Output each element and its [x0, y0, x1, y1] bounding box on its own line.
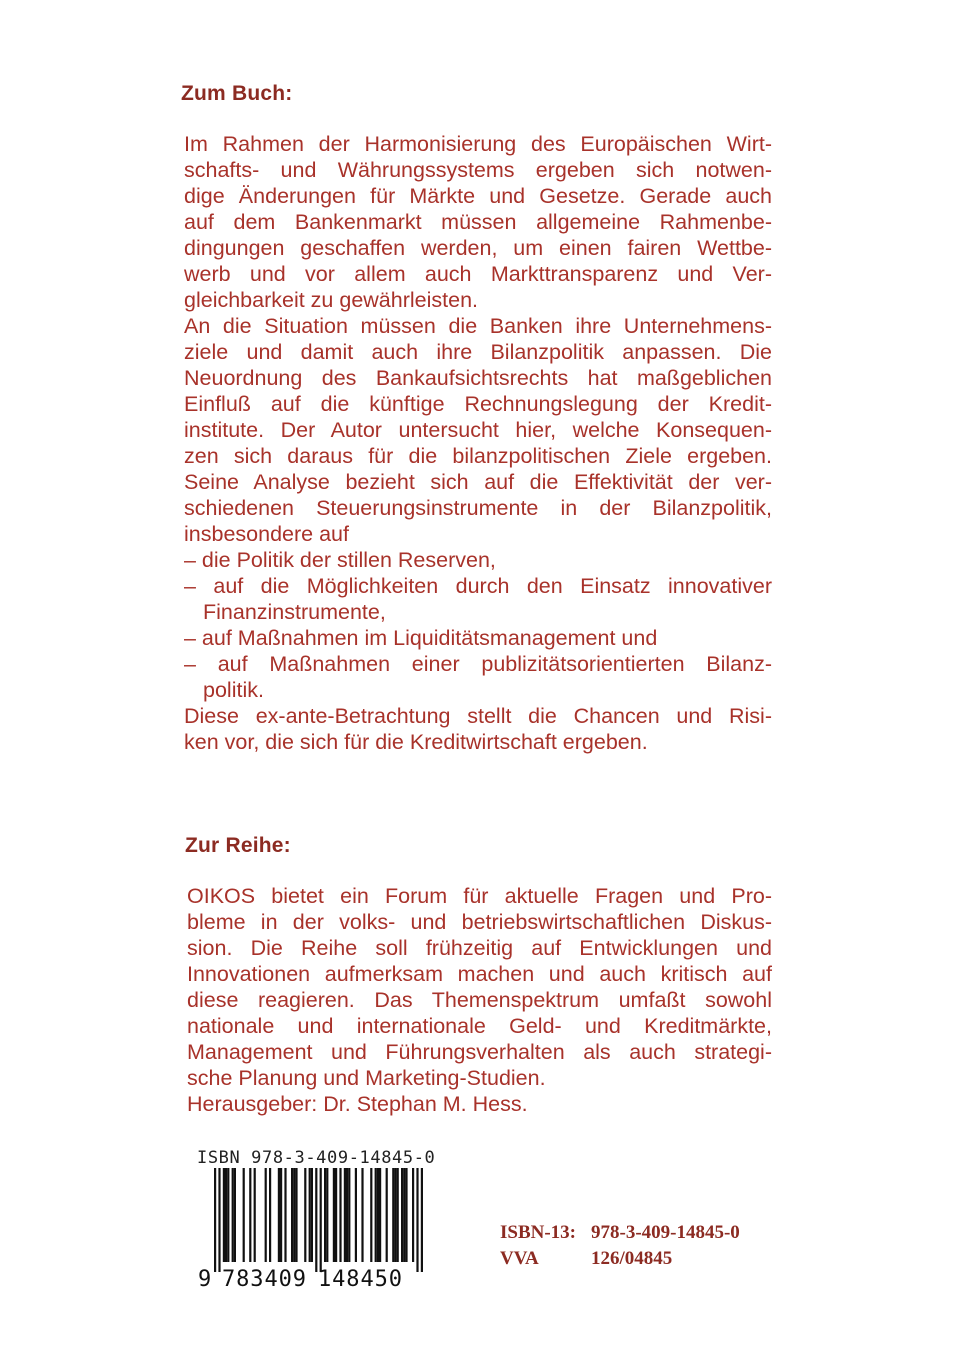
zum-buch-text — [184, 131, 772, 755]
text-line: Einfluß auf die künftige Rechnungslegung der Kredit- — [184, 392, 772, 416]
barcode-bar — [339, 1168, 341, 1262]
barcode-bar — [315, 1168, 317, 1272]
barcode-digits-right: 148450 — [318, 1267, 402, 1292]
list-item: – auf Maßnahmen einer publizitätsorientierten Bilanz- — [184, 652, 772, 676]
barcode-bar — [214, 1168, 216, 1272]
barcode-bar — [397, 1168, 399, 1262]
text-line: werb und vor allem auch Markttransparenz und Ver- — [184, 262, 772, 286]
barcode-bar — [361, 1168, 363, 1262]
text-line: auf dem Bankenmarkt müssen allgemeine Rahmenbe- — [184, 210, 772, 234]
text-line: bleme in der volks- und betriebswirtschaftlichen Diskus- — [187, 910, 772, 934]
barcode-bar — [249, 1168, 251, 1262]
isbn13-row — [500, 1220, 740, 1246]
barcode-bar — [225, 1168, 227, 1262]
text-line: sion. Die Reihe soll frühzeitig auf Entwicklungen und — [187, 936, 772, 960]
barcode-bar — [324, 1168, 326, 1262]
barcode-bar — [403, 1168, 405, 1262]
list-item-continuation: politik. — [203, 678, 264, 702]
text-line: zen sich daraus für die bilanzpolitischen Ziele ergeben. — [184, 444, 772, 468]
barcode-bar — [375, 1168, 377, 1262]
barcode-bar — [234, 1168, 236, 1262]
text-line: Management und Führungsverhalten als auch strategi- — [187, 1040, 772, 1064]
text-line: schafts- und Währungssystems ergeben sich notwen- — [184, 158, 772, 182]
barcode-bar — [227, 1168, 229, 1262]
text-line: Innovationen aufmerksam machen und auch kritisch auf — [187, 962, 772, 986]
barcode-bar — [254, 1168, 256, 1262]
text-line: Herausgeber: Dr. Stephan M. Hess. — [187, 1092, 528, 1116]
publisher-label: VVA — [500, 1248, 539, 1269]
barcode-bar — [335, 1168, 337, 1262]
barcode-bar — [392, 1168, 394, 1262]
barcode-bar — [278, 1168, 280, 1262]
text-line: Seine Analyse bezieht sich auf die Effektivität der ver- — [184, 470, 772, 494]
barcode-bar — [333, 1168, 335, 1262]
text-line: sche Planung und Marketing-Studien. — [187, 1066, 546, 1090]
text-line: ken vor, die sich für die Kreditwirtschaft ergeben. — [184, 730, 648, 754]
barcode-bar — [218, 1168, 220, 1272]
barcode-bar — [421, 1168, 423, 1272]
publisher-row — [500, 1246, 740, 1272]
barcode-digits-left: 783409 — [222, 1267, 306, 1292]
text-line: Im Rahmen der Harmonisierung des Europäischen Wirt- — [184, 132, 772, 156]
barcode-bar — [320, 1168, 322, 1272]
barcode-bar — [293, 1168, 295, 1262]
barcode-bar — [346, 1168, 348, 1262]
barcode-bar — [243, 1168, 245, 1262]
barcode-bar — [269, 1168, 271, 1262]
barcode-bar — [232, 1168, 234, 1262]
publisher-value: 126/04845 — [591, 1248, 673, 1269]
barcode-bar — [309, 1168, 311, 1262]
text-line: An die Situation müssen die Banken ihre Unternehmens- — [184, 314, 772, 338]
text-line: nationale und internationale Geld- und Kreditmärkte, — [187, 1014, 772, 1038]
text-line: Diese ex-ante-Betrachtung stellt die Chancen und Risi- — [184, 704, 772, 728]
zum-buch-heading: Zum Buch: — [181, 82, 293, 105]
text-line: diese reagieren. Das Themenspektrum umfaßt sowohl — [187, 988, 772, 1012]
text-line: institute. Der Autor untersucht hier, welche Konsequen- — [184, 418, 772, 442]
barcode-bar — [304, 1168, 306, 1262]
barcode-bar — [223, 1168, 225, 1262]
isbn13-value: 978-3-409-14845-0 — [591, 1222, 740, 1243]
text-line: OIKOS bietet ein Forum für aktuelle Fragen und Pro- — [187, 884, 772, 908]
text-line: gleichbarkeit zu gewährleisten. — [184, 288, 478, 312]
barcode-bar — [416, 1168, 418, 1272]
barcode-bar — [370, 1168, 372, 1262]
barcode-bar — [311, 1168, 313, 1262]
barcode-bar — [291, 1168, 293, 1262]
barcode-bar — [280, 1168, 282, 1262]
barcode-bar — [379, 1168, 381, 1262]
barcode-bar — [412, 1168, 414, 1262]
text-line: insbesondere auf — [184, 522, 349, 546]
barcode-isbn-label: ISBN 978-3-409-14845-0 — [197, 1148, 436, 1168]
list-item-continuation: Finanzinstrumente, — [203, 600, 386, 624]
barcode-bar — [401, 1168, 403, 1262]
text-line: schiedenen Steuerungsinstrumente in der Bilanzpolitik, — [184, 496, 772, 520]
barcode-digit-first: 9 — [198, 1267, 212, 1292]
barcode-bar — [326, 1168, 328, 1262]
barcode-bar — [377, 1168, 379, 1262]
barcode-bar — [284, 1168, 286, 1262]
list-item: – auf die Möglichkeiten durch den Einsatz innovativer — [184, 574, 772, 598]
barcode-bar — [386, 1168, 388, 1262]
list-item: – auf Maßnahmen im Liquiditätsmanagement und — [184, 626, 658, 650]
zur-reihe-heading: Zur Reihe: — [185, 834, 291, 857]
barcode-bar — [348, 1168, 350, 1262]
text-line: dingungen geschaffen werden, um einen fairen Wettbe- — [184, 236, 772, 260]
zur-reihe-text — [187, 883, 772, 1117]
barcode-image — [192, 1168, 427, 1296]
isbn-info — [500, 1220, 740, 1272]
text-line: Neuordnung des Bankaufsichtsrechts hat maßgeblichen — [184, 366, 772, 390]
barcode-bar — [405, 1168, 407, 1262]
barcode — [192, 1148, 452, 1298]
barcode-bar — [265, 1168, 267, 1262]
text-line: dige Änderungen für Märkte und Gesetze. Gerade auch — [184, 184, 772, 208]
isbn13-label: ISBN-13: — [500, 1222, 577, 1243]
text-line: ziele und damit auch ihre Bilanzpolitik anpassen. Die — [184, 340, 772, 364]
barcode-bar — [394, 1168, 396, 1262]
barcode-bar — [355, 1168, 357, 1262]
barcode-bar — [344, 1168, 346, 1262]
list-item: – die Politik der stillen Reserven, — [184, 548, 496, 572]
barcode-bar — [295, 1168, 297, 1262]
